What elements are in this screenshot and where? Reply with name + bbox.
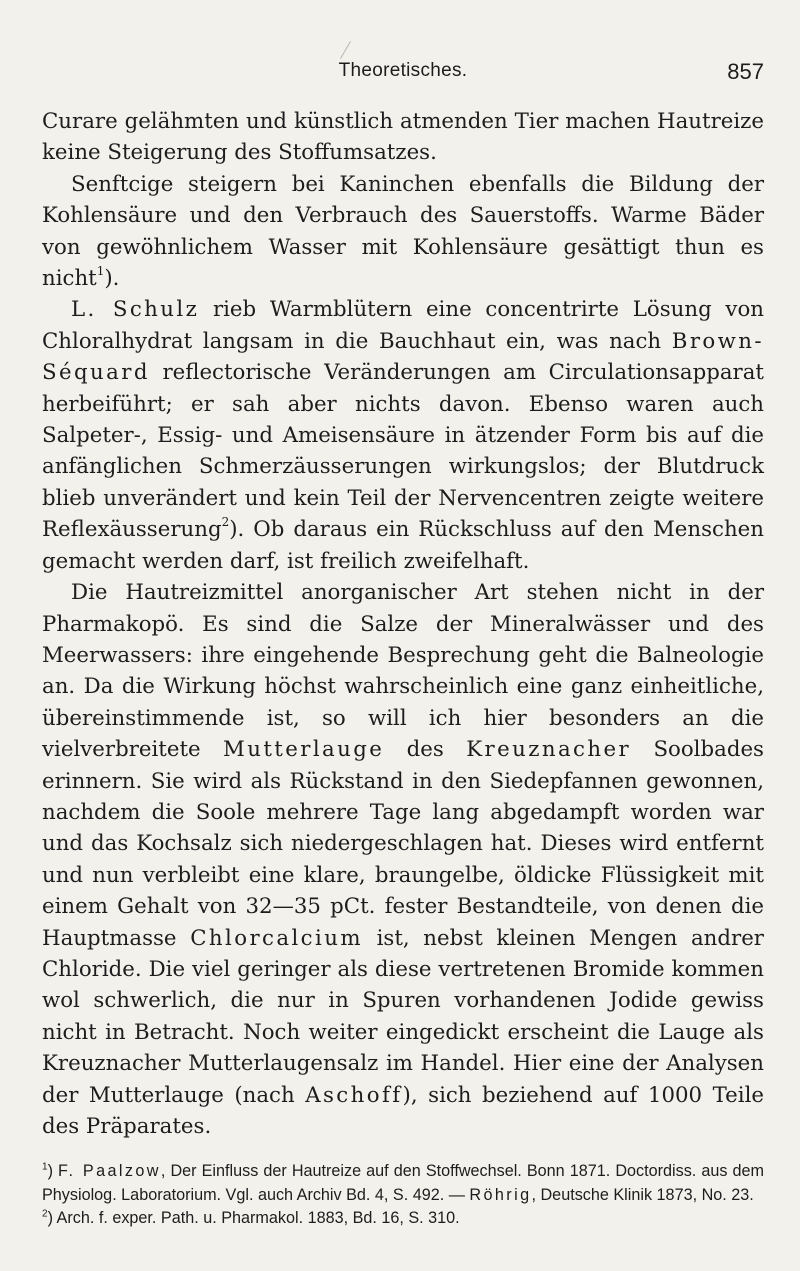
term-chlorcalcium: Chlorcalcium [190, 925, 363, 951]
paragraph-3-text-a: Die Hautreizmittel anorganischer Art stehen nicht in der Pharmakopö. Es sind die Salze der Mineralwässer und des Meerwassers: ihre eingehende Besprechung geht die Balneologie an. Da die Wirkung höchst wahrscheinlich eine ganz einheitliche, übereinstimmende ist, so will ich hier besonders an die vielverbreitete [42, 580, 764, 763]
paragraph-3-text-d: ist, nebst kleinen Mengen andrer Chloride. Die viel geringer als diese vertretenen Bromide kommen wol schwerlich, die nur in Spuren vorhandenen Jodide gewiss nicht in Betracht. Noch weiter eingedickt erscheint die Lauge als Kreuznacher Mutterlaugensalz im Handel. Hier eine der Analysen der Mutterlauge (nach [42, 925, 764, 1108]
page-header [42, 60, 764, 94]
footnote-1-author-2: Röhrig [469, 1185, 532, 1204]
footnote-1-text-b: , Deutsche Klinik 1873, No. 23. [531, 1185, 754, 1204]
author-name-brown-sequard: Brown-Séquard [42, 328, 764, 386]
paragraph-1-text: Senftcige steigern bei Kaninchen ebenfalls die Bildung der Kohlensäure und den Verbrauch des Sauerstoffs. Warme Bäder von gewöhnlichem Wasser mit Kohlensäure gesättigt thun es nicht [42, 171, 764, 292]
page [42, 60, 764, 1231]
running-title: Theoretisches. [338, 60, 468, 81]
paragraph-3-text-e: ), sich beziehend auf 1000 Teile des Präparates. [42, 1082, 764, 1139]
footnote-1-marker: 1 [42, 1162, 48, 1174]
footnote-ref-1: 1 [96, 263, 105, 278]
footnote-2 [42, 1207, 764, 1230]
paragraph-3-text-c: Soolbades erinnern. Sie wird als Rückstand in den Siedepfannen gewonnen, nachdem die Soole mehrere Tage lang abgedampft worden war und das Kochsalz sich niedergeschlagen hat. Dieses wird entfernt und nun verbleibt eine klare, braungelbe, öldicke Flüssigkeit mit einem Gehalt von 32—35 pCt. fester Bestandteile, von denen die Hauptmasse [42, 737, 764, 951]
page-number: 857 [727, 59, 764, 84]
paragraph-1 [42, 169, 764, 295]
paragraph-2-text-b: reflectorische Veränderungen am Circulationsapparat herbeiführt; er sah aber nichts davon. Ebenso waren auch Salpeter-, Essig- und Ameisensäure in ätzender Form bis auf die anfänglichen Schmerzäusserungen wirkungslos; der Blutdruck blieb unverändert und kein Teil der Nervencentren zeigte weitere Reflexäusserung [42, 360, 764, 543]
body-text [42, 106, 764, 1142]
term-mutterlauge: Mutterlauge [223, 737, 385, 763]
footnote-2-text: ) Arch. f. exper. Path. u. Pharmakol. 1883, Bd. 16, S. 310. [47, 1209, 460, 1228]
paragraph-0-text: Curare gelähmten und künstlich atmenden Tier machen Hautreize keine Steigerung des Stoffumsatzes. [42, 109, 764, 166]
footnote-1-text-a: , Der Einfluss der Hautreize auf den Stoffwechsel. Bonn 1871. Doctordiss. aus dem Physiolog. Laboratorium. Vgl. auch Archiv Bd. 4, S. 492. — [42, 1162, 765, 1204]
paragraph-2 [42, 294, 764, 577]
footnote-2-marker: 2 [42, 1208, 48, 1220]
paragraph-2-text-a: rieb Warmblütern eine concentrirte Lösung von Chloralhydrat langsam in die Bauchhaut ein, was nach [42, 297, 764, 354]
paragraph-1-end: ). [104, 266, 120, 292]
scan-mark [340, 41, 351, 59]
footnote-1: $^1$) F. Paalzow, Der Einfluss der Hautreize auf den Stoffwechsel. Bonn 1871. Doctordiss. aus dem Physiolog. Laboratorium. Vgl. auch Archiv Bd. 4, S. 492. — Röhrig, Deutsche Klinik 1873, No. 23. [42, 1162, 765, 1204]
footnotes [42, 1160, 764, 1230]
paragraph-0 [42, 106, 764, 169]
term-kreuznacher: Kreuznacher [466, 737, 632, 763]
paragraph-3 [42, 577, 764, 1142]
footnote-1-author: F. Paalzow [58, 1162, 161, 1181]
paragraph-3-text-b: des [384, 737, 467, 763]
footnote-ref-2: 2 [221, 515, 230, 530]
author-name-aschoff: Aschoff [305, 1082, 403, 1108]
paragraph-2-text-c: ). Ob daraus ein Rückschluss auf den Menschen gemacht werden darf, ist freilich zweifelhaft. [42, 517, 764, 574]
author-name-schulz: L. Schulz [71, 297, 200, 323]
